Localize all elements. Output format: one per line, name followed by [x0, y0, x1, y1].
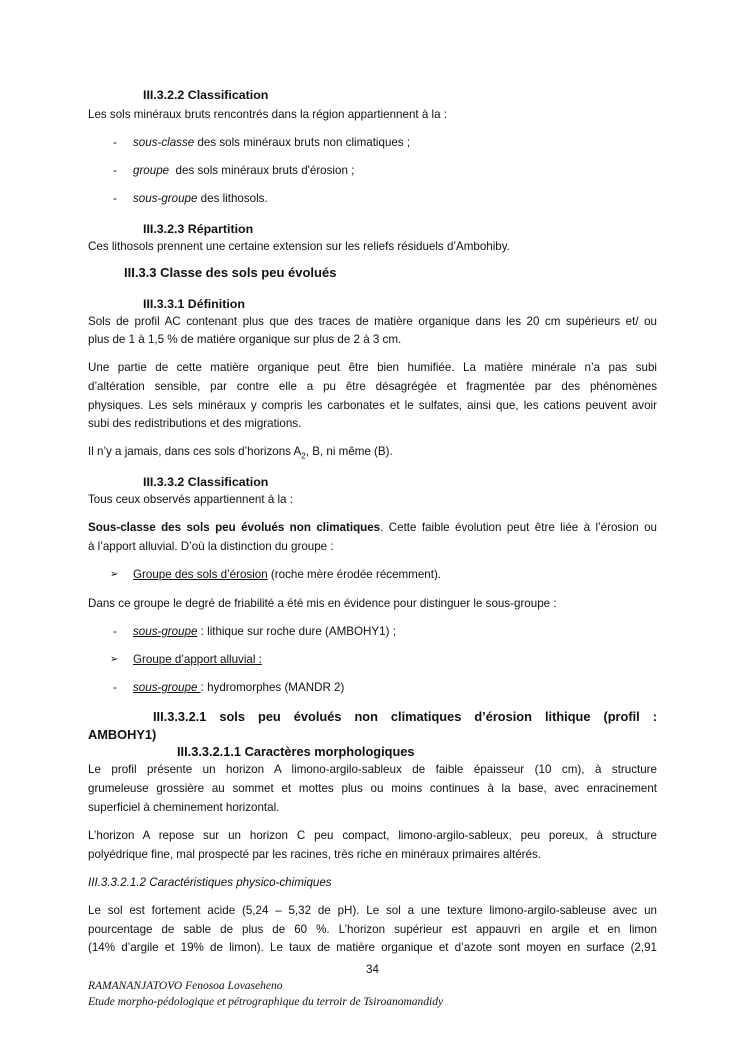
paragraph-line: Le profil présente un horizon A limono-argilo-sableux de faible épaisseur (10 cm), à structure	[88, 763, 657, 776]
list-item: sous-groupe : lithique sur roche dure (AMBOHY1) ;	[133, 625, 396, 638]
paragraph: Tous ceux observés appartiennent à la :	[88, 493, 293, 506]
list-item: sous-groupe des lithosols.	[133, 192, 268, 205]
paragraph-line: superficiel à cheminement horizontal.	[88, 801, 280, 814]
dash-bullet: -	[113, 136, 117, 149]
list-item: groupe des sols minéraux bruts d'érosion ;	[133, 164, 355, 177]
paragraph-line: Une partie de cette matière organique peut être bien humifiée. La matière minérale n’a pas subi	[88, 361, 657, 374]
section-heading: III.3.3.2.1.1 Caractères morphologiques	[177, 744, 415, 759]
section-heading: III.3.3.2 Classification	[143, 475, 269, 489]
arrow-bullet-icon: ➢	[110, 569, 119, 580]
paragraph-line: plus de 1 à 1,5 % de matière organique sur plus de 2 à 3 cm.	[88, 333, 402, 346]
list-item: sous-groupe : hydromorphes (MANDR 2)	[133, 681, 345, 694]
footer-title: Etude morpho-pédologique et pétrographique du terroir de Tsiroanomandidy	[88, 996, 444, 1008]
paragraph-line: (14% d’argile et 19% de limon). Le taux de matière organique et d’azote sont moyen en surface (2,91	[88, 941, 657, 954]
section-heading: AMBOHY1)	[88, 727, 157, 742]
paragraph-line: subi des redistributions et des migrations.	[88, 417, 302, 430]
arrow-bullet-icon: ➢	[110, 654, 119, 665]
paragraph: Il n’y a jamais, dans ces sols d’horizons $A_2$, B, ni même (B).	[88, 445, 393, 461]
paragraph: Ces lithosols prennent une certaine extension sur les reliefs résiduels d’Ambohiby.	[88, 240, 510, 253]
dash-bullet: -	[113, 164, 117, 177]
paragraph-line: d’altération sensible, par contre elle a pu être désagrégée et fragmentée par des phénomènes	[88, 380, 657, 393]
section-heading: III.3.3.2.1.2 Caractéristiques physico-chimiques	[88, 876, 332, 889]
paragraph-line: Le sol est fortement acide (5,24 – 5,32 de pH). Le sol a une texture limono-argilo-sableuse avec un	[88, 904, 657, 917]
section-heading: III.3.2.2 Classification	[143, 88, 269, 102]
paragraph-line: pourcentage de sable de plus de 60 %. L’horizon supérieur est appauvri en argile et en limon	[88, 923, 657, 936]
paragraph-line: L’horizon A repose sur un horizon C peu compact, limono-argilo-sableux, peu poreux, à structure	[88, 829, 657, 842]
dash-bullet: -	[113, 681, 117, 694]
paragraph-line: Sous-classe des sols peu évolués non climatiques. Cette faible évolution peut être liée à l’érosion ou	[88, 521, 657, 534]
paragraph-line: à l’apport alluvial. D’où la distinction du groupe :	[88, 540, 334, 553]
section-heading: III.3.3.1 Définition	[143, 297, 245, 311]
list-item: sous-classe des sols minéraux bruts non climatiques ;	[133, 136, 411, 149]
section-heading: III.3.3.2.1 sols peu évolués non climatiques d’érosion lithique (profil :	[153, 709, 657, 724]
dash-bullet: -	[113, 192, 117, 205]
section-heading: III.3.2.3 Répartition	[143, 222, 254, 236]
footer-author: RAMANANJATOVO Fenosoa Lovaseheno	[88, 980, 283, 992]
paragraph: Dans ce groupe le degré de friabilité a été mis en évidence pour distinguer le sous-groupe :	[88, 597, 557, 610]
paragraph-line: grumeleuse grossière au sommet et mottes plus ou moins continues à la base, avec enracinement	[88, 782, 657, 795]
page-number: 34	[366, 963, 379, 976]
paragraph-line: polyédrique fine, mal prospecté par les racines, très riche en minéraux primaires altérés.	[88, 848, 542, 861]
list-item: Groupe d’apport alluvial :	[133, 653, 262, 666]
paragraph-line: Sols de profil AC contenant plus que des traces de matière organique dans les 20 cm supérieurs et/ ou	[88, 315, 657, 328]
paragraph-line: physiques. Les sels minéraux y compris les carbonates et le sulfates, ainsi que, les cations peuvent avoir	[88, 399, 657, 412]
list-item: Groupe des sols d’érosion (roche mère érodée récemment).	[133, 568, 442, 581]
paragraph: Les sols minéraux bruts rencontrés dans la région appartiennent à la :	[88, 108, 447, 121]
section-heading: III.3.3 Classe des sols peu évolués	[124, 265, 337, 280]
dash-bullet: -	[113, 625, 117, 638]
